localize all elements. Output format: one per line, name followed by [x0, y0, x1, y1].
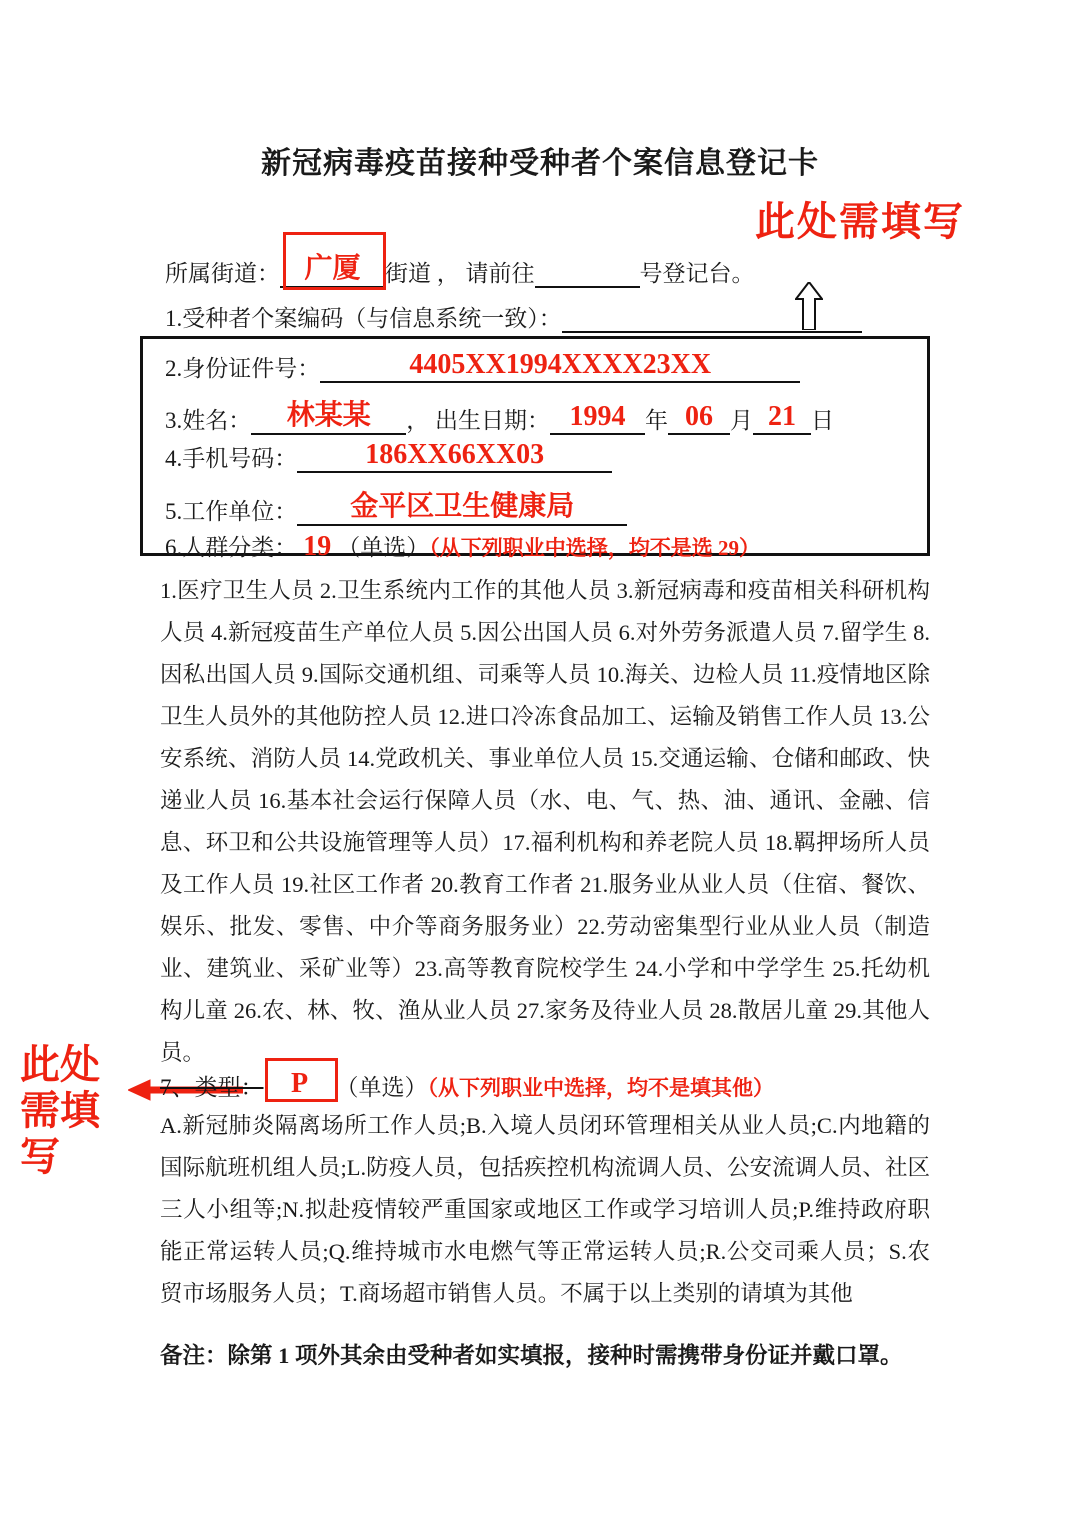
street-tail: 号登记台。 [639, 261, 755, 286]
workplace-row [165, 484, 627, 526]
birth-date-label: ， 出生日期： [406, 408, 550, 433]
type-label: 7、类型： [160, 1075, 264, 1100]
id-number-input[interactable]: 4405XX1994XXXX23XX [320, 349, 800, 383]
desk-number-blank[interactable] [535, 286, 640, 288]
phone-label: 4.手机号码： [165, 446, 298, 471]
workplace-label: 5.工作单位： [165, 499, 298, 524]
remark-text: 备注：除第 1 项外其余由受种者如实填报，接种时需携带身份证并戴口罩。 [160, 1343, 903, 1368]
annotation-left-line3: 写 [20, 1135, 60, 1179]
annotation-left [20, 1042, 140, 1180]
street-row [165, 252, 755, 288]
name-label: 3.姓名： [165, 408, 252, 433]
population-category-label: 6.人群分类： [165, 535, 298, 560]
day-unit: 日 [811, 408, 834, 433]
name-birth-row [165, 393, 834, 435]
name-input[interactable]: 林某某 [251, 393, 406, 435]
type-list: A.新冠肺炎隔离场所工作人员;B.入境人员闭环管理相关从业人员;C.内地籍的国际航班机组人员;L.防疫人员，包括疾控机构流调人员、公安流调人员、社区三人小组等;N.拟赴疫情较严重国家或地区工作或学习培训人员;P.维持政府职能正常运转人员;Q.维持城市水电燃气等正常运转人员;R.公交司乘人员；S.农贸市场服务人员；T.商场超市销售人员。不属于以上类别的请填为其他 [160, 1113, 930, 1306]
workplace-input[interactable]: 金平区卫生健康局 [297, 484, 627, 526]
case-code-label: 1.受种者个案编码（与信息系统一致）： [165, 306, 562, 331]
phone-input[interactable]: 186XX66XX03 [297, 439, 612, 473]
street-mid: 街道 ， 请前往 [385, 261, 535, 286]
type-note: （从下列职业中选择，均不是填其他） [427, 1076, 774, 1100]
id-number-label: 2.身份证件号： [165, 356, 321, 381]
annotation-left-line1: 此处 [20, 1043, 100, 1087]
street-value[interactable]: 广厦 [280, 252, 385, 288]
population-category-input[interactable]: 19 [303, 531, 332, 562]
main-info-box [140, 336, 930, 562]
type-row [160, 1068, 774, 1102]
type-highlight-box [265, 1058, 338, 1102]
id-number-row [165, 349, 800, 383]
case-code-input[interactable] [562, 331, 862, 333]
street-highlight-box [283, 232, 386, 290]
type-input[interactable]: P [270, 1068, 330, 1102]
case-code-row [165, 305, 862, 333]
annotation-left-line2: 需填 [20, 1089, 100, 1133]
population-category-row [165, 529, 760, 563]
population-single-choice: （单选） [337, 535, 430, 560]
occupation-list: 1.医疗卫生人员 2.卫生系统内工作的其他人员 3.新冠病毒和疫苗相关科研机构人员 4.新冠疫苗生产单位人员 5.因公出国人员 6.对外劳务派遣人员 7.留学生 8.因私出国人员 9.国际交通机组、司乘等人员 10.海关、边检人员 11.疫情地区除卫生人员外的其他防控人员 12.进口冷冻食品加工、运输及销售工作人员 13.公安系统、消防人员 14.党政机关、事业单位人员 15.交通运输、仓储和邮政、快递业人员 16.基本社会运行保障人员（水、电、气、热、油、通讯、金融、信息、环卫和公共设施管理等人员）17.福利机构和养老院人员 18.羁押场所人员及工作人员 19.社区工作者 20.教育工作者 21.服务业从业人员（住宿、餐饮、娱乐、批发、零售、中介等商务服务业）22.劳动密集型行业从业人员（制造业、建筑业、采矿业等）23.高等教育院校学生 24.小学和中学学生 25.托幼机构儿童 26.农、林、牧、渔从业人员 27.家务及待业人员 28.散居儿童 29.其他人员。 [160, 578, 930, 1065]
birth-year-input[interactable]: 1994 [550, 401, 645, 435]
birth-month-input[interactable]: 06 [668, 401, 730, 435]
population-category-note: （从下列职业中选择，均不是选 29） [429, 536, 760, 560]
annotation-top-right: 此处需填写 [755, 200, 965, 244]
month-unit: 月 [730, 408, 753, 433]
street-label: 所属街道： [165, 261, 280, 286]
page-title: 新冠病毒疫苗接种受种者个案信息登记卡 [261, 147, 819, 180]
phone-row [165, 439, 612, 473]
type-single-choice: （单选） [335, 1075, 428, 1100]
year-unit: 年 [645, 408, 668, 433]
birth-day-input[interactable]: 21 [753, 401, 811, 435]
